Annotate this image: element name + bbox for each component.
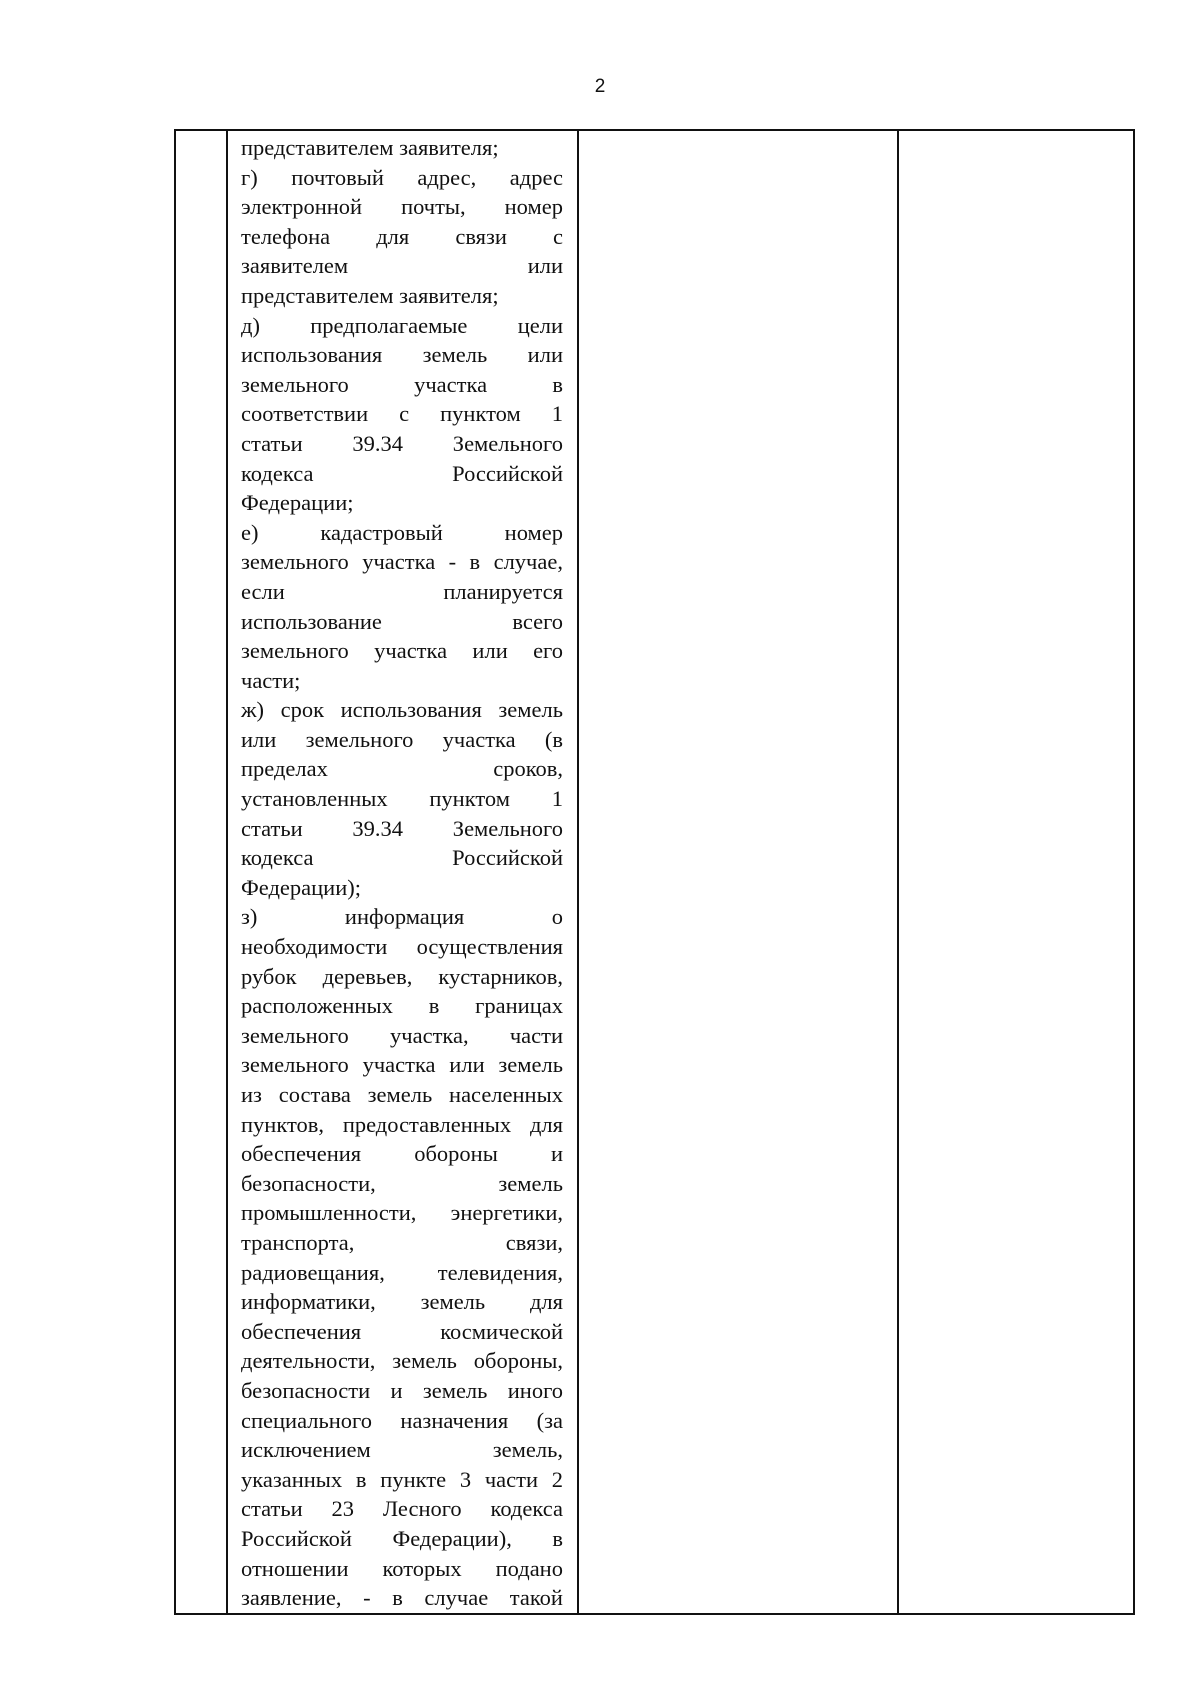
text-line: кодекса Российской: [241, 845, 563, 871]
document-table: [174, 129, 1135, 1615]
text-line: информатики, земель для: [241, 1289, 563, 1315]
text-line: телефона для связи с: [241, 223, 563, 249]
text-line: г) почтовый адрес, адрес: [241, 164, 563, 190]
text-line: установленных пунктом 1: [241, 786, 563, 812]
text-line: Российской Федерации), в: [241, 1525, 563, 1551]
text-line: пунктов, предоставленных для: [241, 1111, 563, 1137]
text-line: безопасности и земель иного: [241, 1377, 563, 1403]
text-line: или земельного участка (в: [241, 726, 563, 752]
text-line: заявителем или: [241, 253, 563, 279]
text-line: использование всего: [241, 608, 563, 634]
text-line: е) кадастровый номер: [241, 519, 563, 545]
text-line: промышленности, энергетики,: [241, 1200, 563, 1226]
text-line: части;: [241, 667, 301, 693]
text-line: деятельности, земель обороны,: [241, 1348, 563, 1374]
text-line: з) информация о: [241, 904, 563, 930]
requirements-text: [228, 131, 577, 1613]
text-line: если планируется: [241, 578, 563, 604]
text-line: Федерации;: [241, 490, 354, 516]
text-line: д) предполагаемые цели: [241, 312, 563, 338]
text-line: земельного участка или его: [241, 638, 563, 664]
text-line: земельного участка, части: [241, 1022, 563, 1048]
text-line: земельного участка в: [241, 371, 563, 397]
text-line: необходимости осуществления: [241, 934, 563, 960]
text-line: транспорта, связи,: [241, 1229, 563, 1255]
text-line: статьи 39.34 Земельного: [241, 430, 563, 456]
text-line: радиовещания, телевидения,: [241, 1259, 563, 1285]
middle-cell: [578, 130, 898, 1614]
page-number: 2: [594, 76, 606, 97]
text-line: безопасности, земель: [241, 1170, 563, 1196]
text-line: из состава земель населенных: [241, 1082, 563, 1107]
text-line: специального назначения (за: [241, 1407, 563, 1433]
right-cell: [898, 130, 1134, 1614]
text-line: статьи 23 Лесного кодекса: [241, 1496, 563, 1522]
text-line: кодекса Российской: [241, 460, 563, 486]
text-line: представителем заявителя;: [241, 282, 499, 308]
text-line: соответствии с пунктом 1: [241, 401, 563, 427]
text-line: Федерации);: [241, 874, 362, 900]
text-line: представителем заявителя;: [241, 135, 499, 160]
text-line: отношении которых подано: [241, 1555, 563, 1581]
text-line: ж) срок использования земель: [241, 697, 563, 723]
text-line: обеспечения обороны и: [241, 1141, 563, 1167]
text-line: статьи 39.34 Земельного: [241, 815, 563, 841]
text-line: электронной почты, номер: [241, 194, 563, 220]
text-line: указанных в пункте 3 части 2: [241, 1466, 563, 1492]
text-line: земельного участка - в случае,: [241, 549, 563, 575]
text-line: использования земель или: [241, 342, 563, 368]
number-cell: [175, 130, 227, 1614]
text-line: обеспечения космической: [241, 1318, 563, 1344]
text-line: исключением земель,: [241, 1437, 563, 1463]
table-row: [175, 130, 1134, 1614]
text-line: заявление, - в случае такой: [241, 1585, 563, 1611]
text-line: земельного участка или земель: [241, 1052, 563, 1078]
text-line: пределах сроков,: [241, 756, 563, 782]
text-line: расположенных в границах: [241, 993, 563, 1019]
requirements-cell: [227, 130, 578, 1614]
text-line: рубок деревьев, кустарников,: [241, 963, 563, 989]
